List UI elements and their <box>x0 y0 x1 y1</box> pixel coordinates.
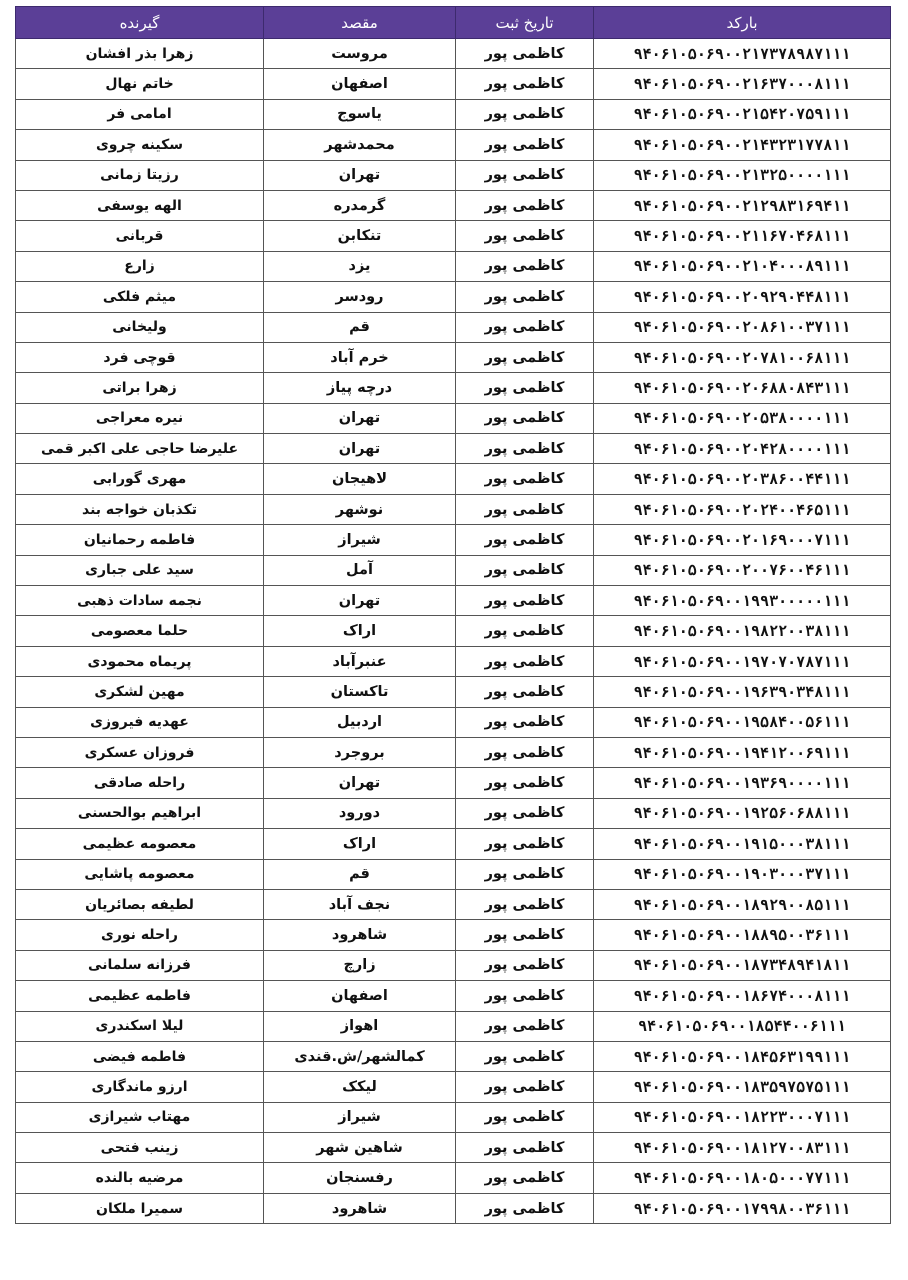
recipient-cell: فاطمه فیضی <box>16 1041 264 1071</box>
table-row <box>16 282 891 312</box>
barcode-cell: ۹۴۰۶۱۰۵۰۶۹۰۰۱۹۲۵۶۰۶۸۸۱۱۱ <box>594 798 891 828</box>
recipient-cell: راحله صادقی <box>16 768 264 798</box>
table-row <box>16 768 891 798</box>
barcode-cell: ۹۴۰۶۱۰۵۰۶۹۰۰۱۹۷۰۷۰۷۸۷۱۱۱ <box>594 646 891 676</box>
header-date: تاریخ ثبت <box>456 7 594 39</box>
table-row <box>16 221 891 251</box>
date-cell: کاظمی پور <box>456 798 594 828</box>
barcode-cell: ۹۴۰۶۱۰۵۰۶۹۰۰۲۱۷۳۷۸۹۸۷۱۱۱ <box>594 39 891 69</box>
recipient-cell: نجمه سادات ذهبی <box>16 586 264 616</box>
recipient-cell: خاتم نهال <box>16 69 264 99</box>
table-row <box>16 373 891 403</box>
date-cell: کاظمی پور <box>456 1072 594 1102</box>
barcode-cell: ۹۴۰۶۱۰۵۰۶۹۰۰۲۰۹۲۹۰۴۴۸۱۱۱ <box>594 282 891 312</box>
date-cell: کاظمی پور <box>456 434 594 464</box>
barcode-cell: ۹۴۰۶۱۰۵۰۶۹۰۰۱۹۱۵۰۰۰۳۸۱۱۱ <box>594 829 891 859</box>
header-barcode: بارکد <box>594 7 891 39</box>
destination-cell: نوشهر <box>264 494 456 524</box>
barcode-cell: ۹۴۰۶۱۰۵۰۶۹۰۰۱۹۳۶۹۰۰۰۰۱۱۱ <box>594 768 891 798</box>
date-cell: کاظمی پور <box>456 373 594 403</box>
date-cell: کاظمی پور <box>456 950 594 980</box>
date-cell: کاظمی پور <box>456 677 594 707</box>
recipient-cell: نیره معراجی <box>16 403 264 433</box>
recipient-cell: ولیخانی <box>16 312 264 342</box>
recipient-cell: مهتاب شیرازی <box>16 1102 264 1132</box>
recipient-cell: ابراهیم بوالحسنی <box>16 798 264 828</box>
table-row <box>16 586 891 616</box>
recipient-cell: قوچی فرد <box>16 342 264 372</box>
recipient-cell: مرضیه بالنده <box>16 1163 264 1193</box>
table-header <box>16 7 891 39</box>
table-row <box>16 829 891 859</box>
date-cell: کاظمی پور <box>456 130 594 160</box>
destination-cell: محمدشهر <box>264 130 456 160</box>
barcode-cell: ۹۴۰۶۱۰۵۰۶۹۰۰۲۰۷۸۱۰۰۶۸۱۱۱ <box>594 342 891 372</box>
table-row <box>16 1072 891 1102</box>
destination-cell: اصفهان <box>264 69 456 99</box>
destination-cell: تهران <box>264 403 456 433</box>
table-row <box>16 646 891 676</box>
barcode-cell: ۹۴۰۶۱۰۵۰۶۹۰۰۱۹۶۳۹۰۳۴۸۱۱۱ <box>594 677 891 707</box>
recipient-cell: معصومه عظیمی <box>16 829 264 859</box>
barcode-cell: ۹۴۰۶۱۰۵۰۶۹۰۰۲۱۵۴۲۰۷۵۹۱۱۱ <box>594 99 891 129</box>
barcode-cell: ۹۴۰۶۱۰۵۰۶۹۰۰۲۰۴۲۸۰۰۰۰۱۱۱ <box>594 434 891 464</box>
destination-cell: تهران <box>264 434 456 464</box>
shipment-table <box>15 6 891 1224</box>
barcode-cell: ۹۴۰۶۱۰۵۰۶۹۰۰۲۰۰۷۶۰۰۴۶۱۱۱ <box>594 555 891 585</box>
header-recipient: گیرنده <box>16 7 264 39</box>
destination-cell: تهران <box>264 768 456 798</box>
destination-cell: شیراز <box>264 525 456 555</box>
date-cell: کاظمی پور <box>456 555 594 585</box>
barcode-cell: ۹۴۰۶۱۰۵۰۶۹۰۰۱۹۰۳۰۰۰۳۷۱۱۱ <box>594 859 891 889</box>
barcode-cell: ۹۴۰۶۱۰۵۰۶۹۰۰۱۸۲۲۳۰۰۰۷۱۱۱ <box>594 1102 891 1132</box>
date-cell: کاظمی پور <box>456 464 594 494</box>
table-row <box>16 1011 891 1041</box>
table-row <box>16 342 891 372</box>
table-row <box>16 737 891 767</box>
destination-cell: شاهین شهر <box>264 1133 456 1163</box>
recipient-cell: لیلا اسکندری <box>16 1011 264 1041</box>
barcode-cell: ۹۴۰۶۱۰۵۰۶۹۰۰۲۰۳۸۶۰۰۴۴۱۱۱ <box>594 464 891 494</box>
date-cell: کاظمی پور <box>456 707 594 737</box>
destination-cell: بروجرد <box>264 737 456 767</box>
destination-cell: تاکستان <box>264 677 456 707</box>
table-row <box>16 1133 891 1163</box>
destination-cell: تهران <box>264 586 456 616</box>
recipient-cell: فاطمه عظیمی <box>16 981 264 1011</box>
table-row <box>16 99 891 129</box>
destination-cell: یزد <box>264 251 456 281</box>
destination-cell: اهواز <box>264 1011 456 1041</box>
table-row <box>16 190 891 220</box>
date-cell: کاظمی پور <box>456 1041 594 1071</box>
barcode-cell: ۹۴۰۶۱۰۵۰۶۹۰۰۱۷۹۹۸۰۰۳۶۱۱۱ <box>594 1193 891 1223</box>
date-cell: کاظمی پور <box>456 1163 594 1193</box>
date-cell: کاظمی پور <box>456 1102 594 1132</box>
table-row <box>16 251 891 281</box>
recipient-cell: سمیرا ملکان <box>16 1193 264 1223</box>
barcode-cell: ۹۴۰۶۱۰۵۰۶۹۰۰۲۱۰۴۰۰۰۸۹۱۱۱ <box>594 251 891 281</box>
table-row <box>16 464 891 494</box>
recipient-cell: زهرا براتی <box>16 373 264 403</box>
barcode-cell: ۹۴۰۶۱۰۵۰۶۹۰۰۱۹۵۸۴۰۰۵۶۱۱۱ <box>594 707 891 737</box>
table-row <box>16 434 891 464</box>
table-row <box>16 981 891 1011</box>
destination-cell: اراک <box>264 616 456 646</box>
table-row <box>16 707 891 737</box>
recipient-cell: پریماه محمودی <box>16 646 264 676</box>
table-row <box>16 555 891 585</box>
date-cell: کاظمی پور <box>456 1011 594 1041</box>
destination-cell: نجف آباد <box>264 889 456 919</box>
table-row <box>16 1193 891 1223</box>
barcode-cell: ۹۴۰۶۱۰۵۰۶۹۰۰۱۹۹۳۰۰۰۰۰۱۱۱ <box>594 586 891 616</box>
barcode-cell: ۹۴۰۶۱۰۵۰۶۹۰۰۲۱۲۹۸۳۱۶۹۴۱۱ <box>594 190 891 220</box>
barcode-cell: ۹۴۰۶۱۰۵۰۶۹۰۰۲۱۶۳۷۰۰۰۸۱۱۱ <box>594 69 891 99</box>
date-cell: کاظمی پور <box>456 494 594 524</box>
destination-cell: کمالشهر/ش.قندی <box>264 1041 456 1071</box>
barcode-cell: ۹۴۰۶۱۰۵۰۶۹۰۰۱۸۰۵۰۰۰۷۷۱۱۱ <box>594 1163 891 1193</box>
recipient-cell: زارع <box>16 251 264 281</box>
table-row <box>16 1163 891 1193</box>
recipient-cell: سید علی جباری <box>16 555 264 585</box>
date-cell: کاظمی پور <box>456 221 594 251</box>
barcode-cell: ۹۴۰۶۱۰۵۰۶۹۰۰۲۰۵۳۸۰۰۰۰۱۱۱ <box>594 403 891 433</box>
barcode-cell: ۹۴۰۶۱۰۵۰۶۹۰۰۲۰۶۸۸۰۸۴۳۱۱۱ <box>594 373 891 403</box>
recipient-cell: میثم فلکی <box>16 282 264 312</box>
barcode-cell: ۹۴۰۶۱۰۵۰۶۹۰۰۱۸۵۴۴۰۰۶۱۱۱ <box>594 1011 891 1041</box>
barcode-cell: ۹۴۰۶۱۰۵۰۶۹۰۰۲۰۸۶۱۰۰۳۷۱۱۱ <box>594 312 891 342</box>
date-cell: کاظمی پور <box>456 39 594 69</box>
table-row <box>16 39 891 69</box>
destination-cell: شیراز <box>264 1102 456 1132</box>
barcode-cell: ۹۴۰۶۱۰۵۰۶۹۰۰۱۸۹۲۹۰۰۸۵۱۱۱ <box>594 889 891 919</box>
date-cell: کاظمی پور <box>456 737 594 767</box>
recipient-cell: تکذبان خواجه بند <box>16 494 264 524</box>
destination-cell: زارچ <box>264 950 456 980</box>
table-row <box>16 312 891 342</box>
date-cell: کاظمی پور <box>456 1193 594 1223</box>
table-row <box>16 889 891 919</box>
recipient-cell: قربانی <box>16 221 264 251</box>
destination-cell: دورود <box>264 798 456 828</box>
recipient-cell: زهرا بذر افشان <box>16 39 264 69</box>
barcode-cell: ۹۴۰۶۱۰۵۰۶۹۰۰۲۱۴۳۲۳۱۷۷۸۱۱ <box>594 130 891 160</box>
date-cell: کاظمی پور <box>456 99 594 129</box>
table-row <box>16 525 891 555</box>
barcode-cell: ۹۴۰۶۱۰۵۰۶۹۰۰۱۸۳۵۹۷۵۷۵۱۱۱ <box>594 1072 891 1102</box>
destination-cell: رودسر <box>264 282 456 312</box>
barcode-cell: ۹۴۰۶۱۰۵۰۶۹۰۰۱۸۱۲۷۰۰۸۳۱۱۱ <box>594 1133 891 1163</box>
recipient-cell: ارزو ماندگاری <box>16 1072 264 1102</box>
recipient-cell: حلما معصومی <box>16 616 264 646</box>
recipient-cell: امامی فر <box>16 99 264 129</box>
barcode-cell: ۹۴۰۶۱۰۵۰۶۹۰۰۲۰۲۴۰۰۴۶۵۱۱۱ <box>594 494 891 524</box>
date-cell: کاظمی پور <box>456 859 594 889</box>
destination-cell: خرم آباد <box>264 342 456 372</box>
recipient-cell: مهین لشکری <box>16 677 264 707</box>
table-row <box>16 130 891 160</box>
table-row <box>16 616 891 646</box>
date-cell: کاظمی پور <box>456 251 594 281</box>
barcode-cell: ۹۴۰۶۱۰۵۰۶۹۰۰۲۱۱۶۷۰۴۶۸۱۱۱ <box>594 221 891 251</box>
recipient-cell: سکینه چروی <box>16 130 264 160</box>
destination-cell: رفسنجان <box>264 1163 456 1193</box>
header-destination: مقصد <box>264 7 456 39</box>
date-cell: کاظمی پور <box>456 646 594 676</box>
recipient-cell: زینب فتحی <box>16 1133 264 1163</box>
recipient-cell: الهه یوسفی <box>16 190 264 220</box>
barcode-cell: ۹۴۰۶۱۰۵۰۶۹۰۰۱۹۴۱۲۰۰۶۹۱۱۱ <box>594 737 891 767</box>
header-row <box>16 7 891 39</box>
table-row <box>16 859 891 889</box>
table-row <box>16 494 891 524</box>
table-row <box>16 1041 891 1071</box>
destination-cell: قم <box>264 312 456 342</box>
date-cell: کاظمی پور <box>456 616 594 646</box>
recipient-cell: معصومه پاشایی <box>16 859 264 889</box>
recipient-cell: عهدیه فیروزی <box>16 707 264 737</box>
destination-cell: قم <box>264 859 456 889</box>
table-row <box>16 950 891 980</box>
barcode-cell: ۹۴۰۶۱۰۵۰۶۹۰۰۱۸۷۳۴۸۹۴۱۸۱۱ <box>594 950 891 980</box>
recipient-cell: لطیفه بصائریان <box>16 889 264 919</box>
destination-cell: شاهرود <box>264 920 456 950</box>
table-body <box>16 39 891 1224</box>
destination-cell: تهران <box>264 160 456 190</box>
recipient-cell: رزیتا زمانی <box>16 160 264 190</box>
recipient-cell: علیرضا حاجی علی اکبر قمی <box>16 434 264 464</box>
barcode-cell: ۹۴۰۶۱۰۵۰۶۹۰۰۲۱۳۲۵۰۰۰۰۱۱۱ <box>594 160 891 190</box>
table-row <box>16 160 891 190</box>
table-row <box>16 677 891 707</box>
destination-cell: لاهیجان <box>264 464 456 494</box>
date-cell: کاظمی پور <box>456 312 594 342</box>
recipient-cell: مهری گورابی <box>16 464 264 494</box>
recipient-cell: فروزان عسکری <box>16 737 264 767</box>
date-cell: کاظمی پور <box>456 1133 594 1163</box>
table-row <box>16 920 891 950</box>
barcode-cell: ۹۴۰۶۱۰۵۰۶۹۰۰۱۸۶۷۴۰۰۰۸۱۱۱ <box>594 981 891 1011</box>
destination-cell: درچه پیاز <box>264 373 456 403</box>
date-cell: کاظمی پور <box>456 586 594 616</box>
date-cell: کاظمی پور <box>456 920 594 950</box>
destination-cell: گرمدره <box>264 190 456 220</box>
destination-cell: اردبیل <box>264 707 456 737</box>
date-cell: کاظمی پور <box>456 403 594 433</box>
destination-cell: اراک <box>264 829 456 859</box>
date-cell: کاظمی پور <box>456 342 594 372</box>
date-cell: کاظمی پور <box>456 768 594 798</box>
destination-cell: تنکابن <box>264 221 456 251</box>
barcode-cell: ۹۴۰۶۱۰۵۰۶۹۰۰۲۰۱۶۹۰۰۰۷۱۱۱ <box>594 525 891 555</box>
recipient-cell: فاطمه رحمانیان <box>16 525 264 555</box>
table-row <box>16 1102 891 1132</box>
destination-cell: اصفهان <box>264 981 456 1011</box>
recipient-cell: راحله نوری <box>16 920 264 950</box>
date-cell: کاظمی پور <box>456 829 594 859</box>
table-row <box>16 403 891 433</box>
barcode-cell: ۹۴۰۶۱۰۵۰۶۹۰۰۱۸۴۵۶۳۱۹۹۱۱۱ <box>594 1041 891 1071</box>
barcode-cell: ۹۴۰۶۱۰۵۰۶۹۰۰۱۸۸۹۵۰۰۳۶۱۱۱ <box>594 920 891 950</box>
barcode-cell: ۹۴۰۶۱۰۵۰۶۹۰۰۱۹۸۲۲۰۰۳۸۱۱۱ <box>594 616 891 646</box>
destination-cell: شاهرود <box>264 1193 456 1223</box>
table-row <box>16 69 891 99</box>
destination-cell: آمل <box>264 555 456 585</box>
date-cell: کاظمی پور <box>456 160 594 190</box>
date-cell: کاظمی پور <box>456 889 594 919</box>
destination-cell: مروست <box>264 39 456 69</box>
date-cell: کاظمی پور <box>456 282 594 312</box>
destination-cell: یاسوج <box>264 99 456 129</box>
date-cell: کاظمی پور <box>456 981 594 1011</box>
table-row <box>16 798 891 828</box>
date-cell: کاظمی پور <box>456 69 594 99</box>
destination-cell: لیکک <box>264 1072 456 1102</box>
destination-cell: عنبرآباد <box>264 646 456 676</box>
date-cell: کاظمی پور <box>456 190 594 220</box>
recipient-cell: فرزانه سلمانی <box>16 950 264 980</box>
date-cell: کاظمی پور <box>456 525 594 555</box>
